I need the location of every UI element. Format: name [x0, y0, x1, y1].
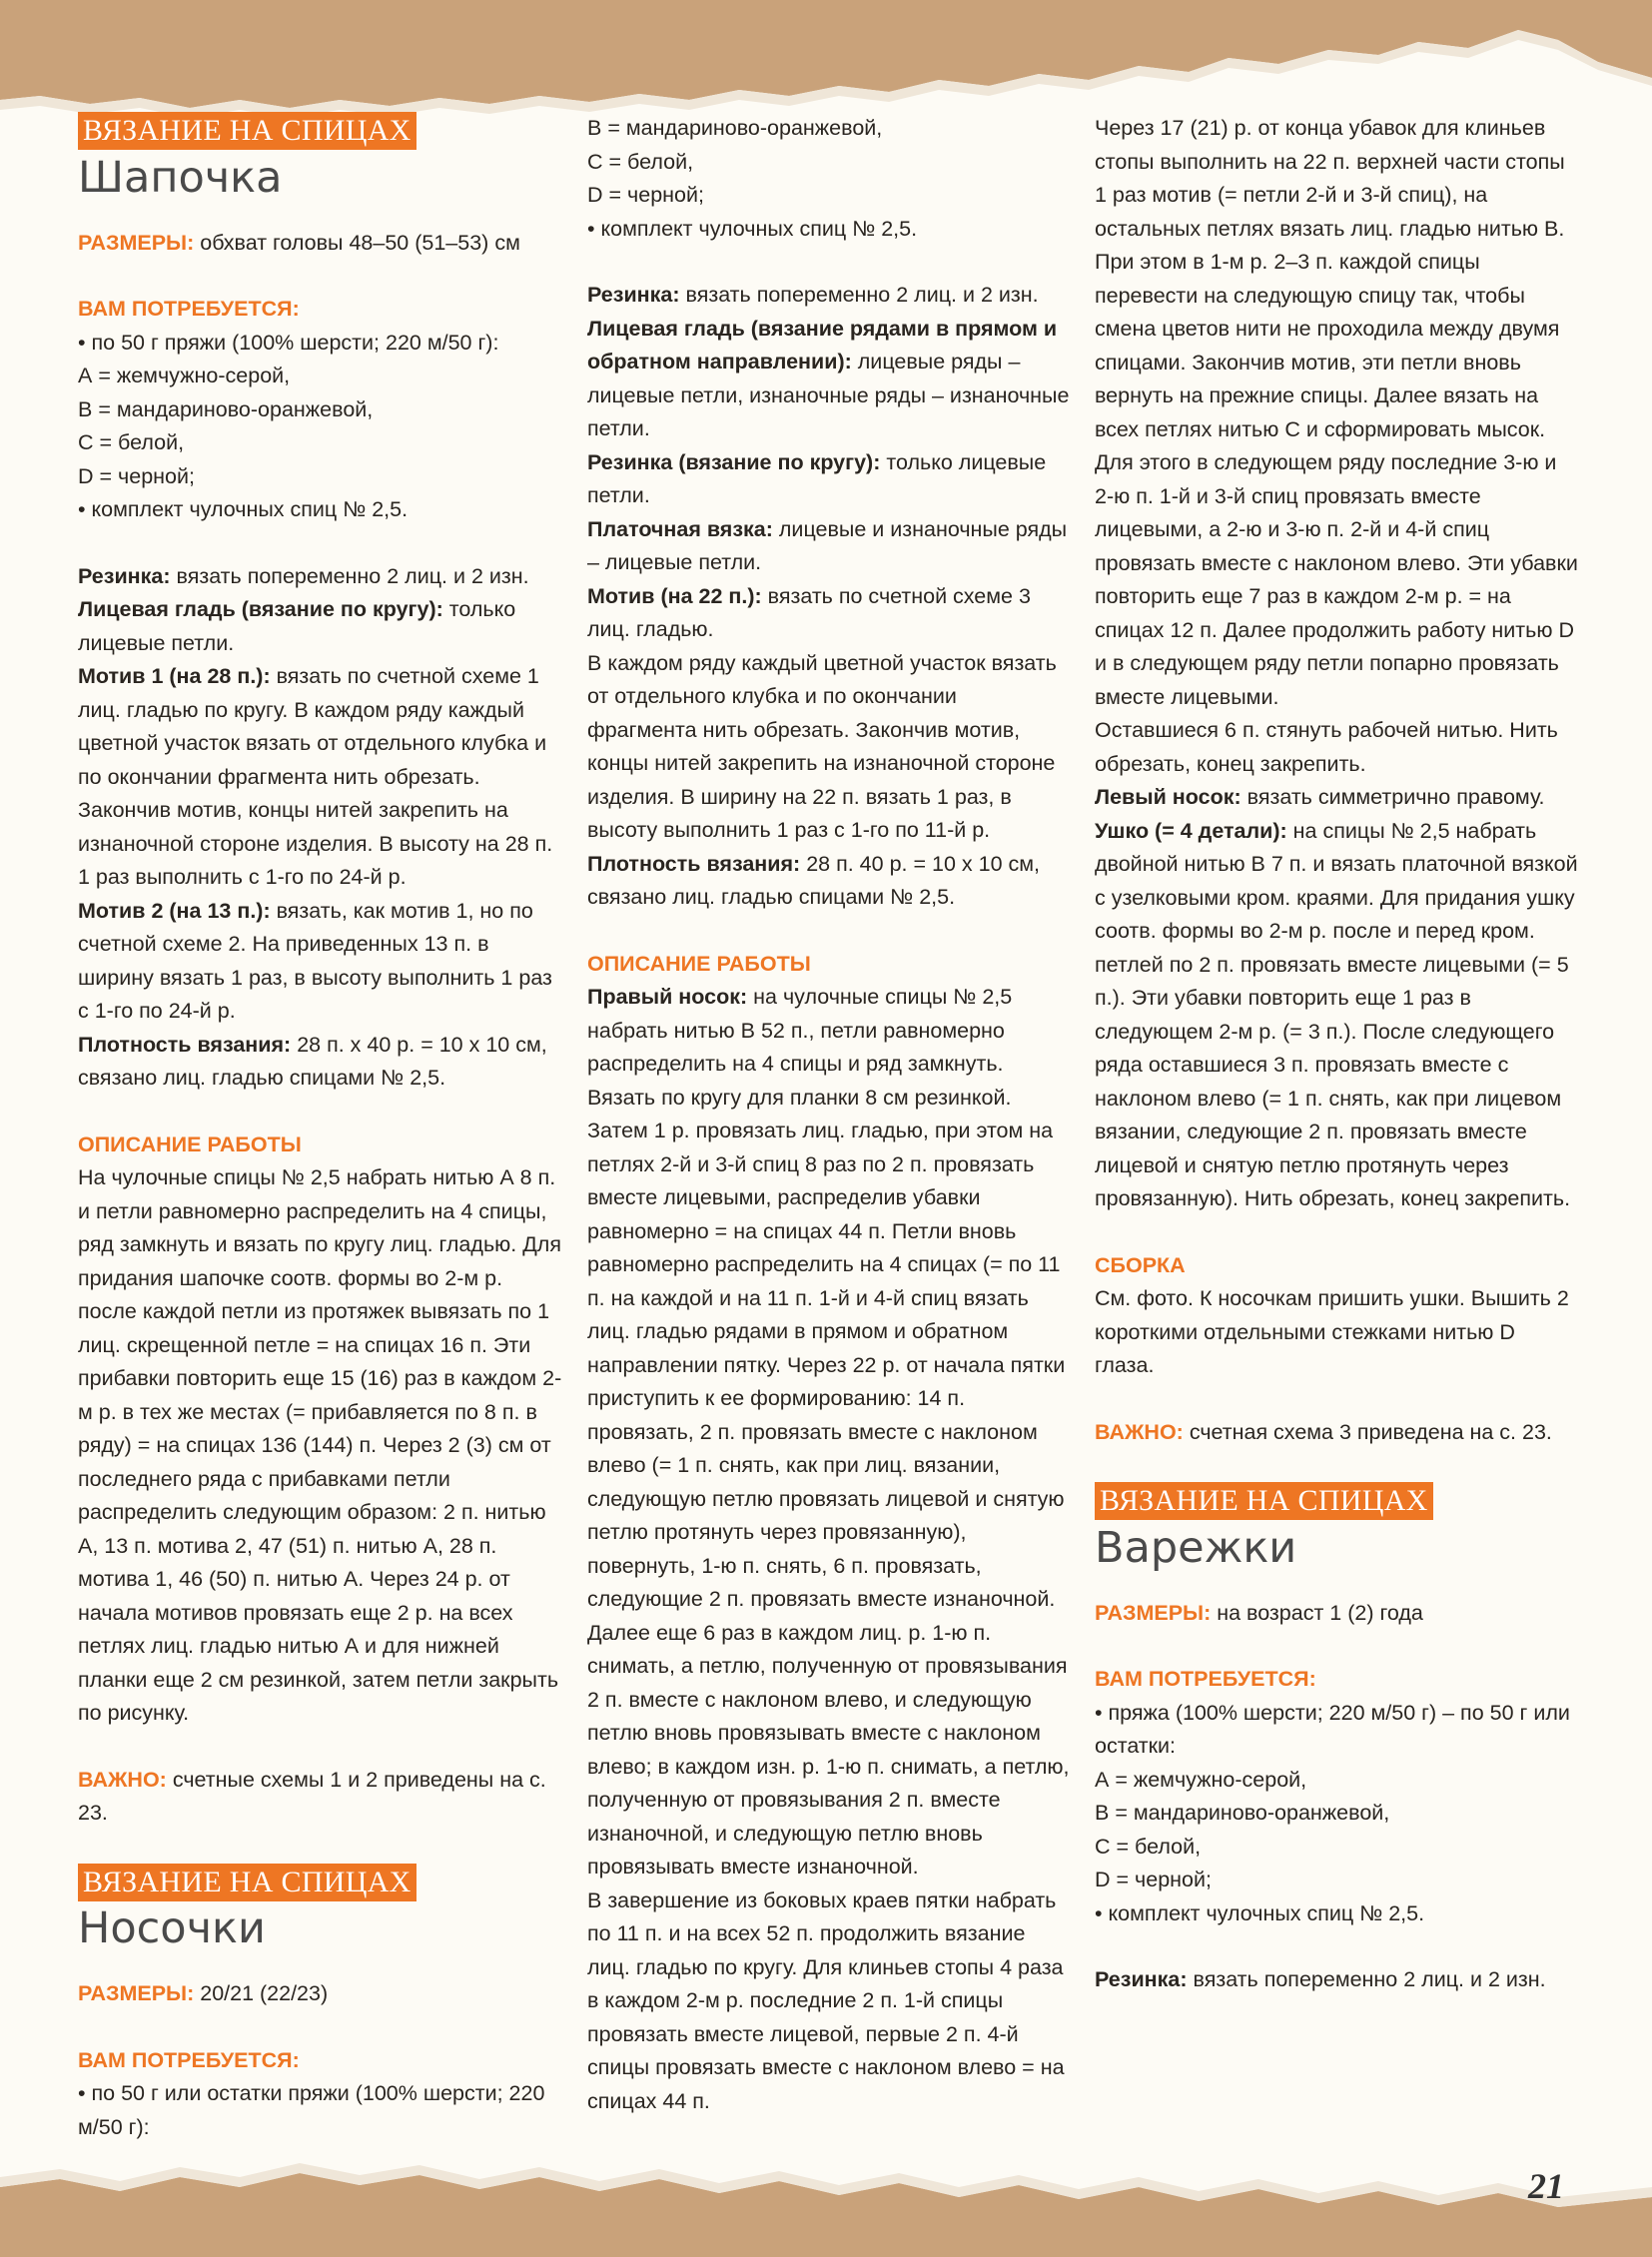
- materials-heading-hat: ВАМ ПОТРЕБУЕТСЯ:: [78, 297, 300, 321]
- materials-item: • по 50 г пряжи (100% шерсти; 220 м/50 г):: [78, 330, 499, 355]
- materials-item: С = белой,: [78, 430, 185, 454]
- right-sock-continued: В завершение из боковых краев пятки набрать по 11 п. и на всех 52 п. продолжить вязание лиц. гладью по кругу. Для клиньев стопы 4 раза в каждом 2-м р. последние 2 п. 1-й спицы провязать вместе лицевой, первые 2 п. 4-й спицы провязать вместе с наклоном влево = на спицах 44 п.: [587, 1887, 1065, 2113]
- gauge-hat: Плотность вязания: 28 п. x 40 р. = 10 x 10 см, связано лиц. гладью спицами № 2,5.: [78, 1032, 547, 1090]
- work-heading-socks: ОПИСАНИЕ РАБОТЫ: [587, 951, 811, 976]
- title-socks: Носочки: [78, 1903, 266, 1953]
- important-socks: ВАЖНО: счетная схема 3 приведена на с. 23.: [1095, 1419, 1552, 1444]
- socks-finish: Оставшиеся 6 п. стянуть рабочей нитью. Нить обрезать, конец закрепить.: [1095, 718, 1558, 776]
- work-text-hat: На чулочные спицы № 2,5 набрать нитью А 8 п. и петли равномерно распределить на 4 спицы, ряд замкнуть и вязать по кругу лиц. гладью. Для придания шапочке соотв. формы во 2-м р. после каждой петли из протяжек вывязать по 1 лиц. скрещенной петле = на спицах 16 п. Эти прибавки повторить еще 15 (16) раз в каждом 2-м р. в тех же местах (= прибавляется по 8 п. в ряду) = на спицах 136 (144) п. Через 2 (3) см от последнего ряда с прибавками петли распределить следующим образом: 2 п. нитью А, 13 п. мотива 2, 47 (51) п. нитью А, 28 п. мотива 1, 46 (50) п. нитью А. Через 24 р. от начала мотивов провязать еще 2 р. на всех петлях лиц. гладью нитью А и для нижней планки еще 2 см резинкой, затем петли закрыть по рисунку.: [78, 1165, 562, 1725]
- column-1: [78, 112, 562, 2144]
- assembly-heading: СБОРКА: [1095, 1252, 1186, 1277]
- materials-item: А = жемчужно-серой,: [78, 364, 291, 387]
- materials-item: • пряжа (100% шерсти; 220 м/50 г) – по 50 г или остатки:: [1095, 1700, 1570, 1758]
- motif-2: Мотив 2 (на 13 п.): вязать, как мотив 1, но по счетной схеме 2. На приведенных 13 п. в ширину вязать 1 раз, в высоту выполнить 1 раз с 1-го по 24-й р.: [78, 898, 552, 1023]
- motif-socks: Мотив (на 22 п.): вязать по счетной схеме 3 лиц. гладью.: [587, 583, 1031, 641]
- materials-item: D = черной;: [587, 183, 704, 207]
- assembly-text: См. фото. К носочкам пришить ушки. Вышить 2 короткими отдельными стежками нитью D глаза.: [1095, 1286, 1569, 1377]
- materials-item: D = черной;: [1095, 1868, 1212, 1891]
- materials-item: • комплект чулочных спиц № 2,5.: [78, 497, 409, 521]
- page-number: 21: [1528, 2166, 1564, 2206]
- materials-heading-socks: ВАМ ПОТРЕБУЕТСЯ:: [78, 2047, 300, 2072]
- column-3: [1095, 112, 1579, 1997]
- rib-stitch: Резинка: вязать попеременно 2 лиц. и 2 изн.: [78, 563, 529, 588]
- stockinette-stitch: Лицевая гладь (вязание по кругу): только лицевые петли.: [78, 597, 516, 655]
- materials-item: D = черной;: [78, 463, 195, 488]
- section-label-mittens: ВЯЗАНИЕ НА СПИЦАХ: [1095, 1482, 1433, 1520]
- title-hat: Шапочка: [78, 152, 283, 203]
- socks-text-continued: Через 17 (21) р. от конца убавок для клиньев стопы выполнить на 22 п. верхней части стопы 1 раз мотив (= петли 2-й и 3-й спиц), на остальных петлях вязать лиц. гладью нитью В. При этом в 1-м р. 2–3 п. каждой спицы перевести на следующую спицу так, чтобы смена цветов нити не проходила между двумя спицами. Закончив мотив, эти петли вновь вернуть на прежние спицы. Далее вязать на всех петлях нитью С и сформировать мысок. Для этого в следующем ряду последние 3-ю и 2-ю п. 1-й и 3-й спиц провязать вместе лицевыми, а 2-ю и 3-ю п. 2-й и 4-й спиц провязать вместе с наклоном влево. Эти убавки повторить еще 7 раз в каждом 2-м р. = на спицах 12 п. Далее продолжить работу нитью D и в следующем ряду петли попарно провязать вместе лицевыми.: [1095, 116, 1578, 709]
- materials-item: С = белой,: [1095, 1834, 1202, 1859]
- garter-stitch: Платочная вязка: лицевые и изнаночные ряды – лицевые петли.: [587, 516, 1068, 574]
- materials-item: В = мандариново-оранжевой,: [587, 116, 883, 140]
- motif-socks-text: В каждом ряду каждый цветной участок вязать от отдельного клубка и по окончании фрагмента нить обрезать. Закончив мотив, концы нитей закрепить на изнаночной стороне изделия. В ширину на 22 п. вязать 1 раз, в высоту выполнить 1 раз с 1-го по 11-й р.: [587, 650, 1057, 842]
- sizes-mittens: РАЗМЕРЫ: на возраст 1 (2) года: [1095, 1600, 1423, 1625]
- materials-item: А = жемчужно-серой,: [1095, 1767, 1307, 1792]
- materials-item: В = мандариново-оранжевой,: [1095, 1801, 1390, 1825]
- title-mittens: Варежки: [1095, 1522, 1297, 1573]
- section-label-socks: ВЯЗАНИЕ НА СПИЦАХ: [78, 1864, 416, 1901]
- materials-item: • по 50 г или остатки пряжи (100% шерсти; 220 м/50 г):: [78, 2081, 545, 2139]
- rib-stitch: Резинка: вязать попеременно 2 лиц. и 2 изн.: [587, 283, 1039, 307]
- materials-item: С = белой,: [587, 149, 694, 174]
- important-hat: ВАЖНО: счетные схемы 1 и 2 приведены на с. 23.: [78, 1767, 546, 1825]
- rib-round: Резинка (вязание по кругу): только лицевые петли.: [587, 449, 1047, 507]
- stockinette-rows: Лицевая гладь (вязание рядами в прямом и обратном направлении): лицевые ряды – лицевые петли, изнаночные ряды – изнаночные петли.: [587, 316, 1070, 440]
- section-label-hat: ВЯЗАНИЕ НА СПИЦАХ: [78, 112, 416, 150]
- left-sock: Левый носок: вязать симметрично правому.: [1095, 785, 1545, 809]
- rib-stitch-mittens: Резинка: вязать попеременно 2 лиц. и 2 изн.: [1095, 1967, 1546, 1991]
- right-sock: Правый носок: на чулочные спицы № 2,5 набрать нитью В 52 п., петли равномерно распределить на 4 спицы и ряд замкнуть. Вязать по кругу для планки 8 см резинкой. Затем 1 р. провязать лиц. гладью, при этом на петлях 2-й и 3-й спиц 8 раз по 2 п. провязать вместе лицевыми, распределив убавки равномерно = на спицах 44 п. Петли вновь равномерно распределить на 4 спицах (= по 11 п. на каждой и на 11 п. 1-й и 4-й спиц вязать лиц. гладью рядами в прямом и обратном направлении пятку. Через 22 р. от начала пятки приступить к ее формированию: 14 п. провязать, 2 п. провязать вместе с наклоном влево (= 1 п. снять, как при лиц. вязании, следующую петлю провязать лицевой и снятую петлю протянуть через провязанную), повернуть, 1-ю п. снять, 6 п. провязать, следующие 2 п. провязать вместе изнаночной. Далее еще 6 раз в каждом лиц. р. 1-ю п. снимать, а петлю, полученную от провязывания 2 п. вместе с наклоном влево, и следующую петлю вновь провязывать вместе с наклоном влево; в каждом изн. р. 1-ю п. снимать, а петлю, полученную от провязывания 2 п. вместе изнаночной, и следующую петлю вновь провязывать вместе изнаночной.: [587, 985, 1070, 1879]
- gauge-socks: Плотность вязания: 28 п. 40 р. = 10 x 10 см, связано лиц. гладью спицами № 2,5.: [587, 851, 1041, 909]
- materials-heading-mittens: ВАМ ПОТРЕБУЕТСЯ:: [1095, 1667, 1316, 1691]
- work-heading-hat: ОПИСАНИЕ РАБОТЫ: [78, 1131, 302, 1156]
- materials-item: В = мандариново-оранжевой,: [78, 396, 374, 421]
- sizes-hat: РАЗМЕРЫ: обхват головы 48–50 (51–53) см: [78, 230, 520, 255]
- motif-1: Мотив 1 (на 28 п.): вязать по счетной схеме 1 лиц. гладью по кругу. В каждом ряду каждый цветной участок вязать от отдельного клубка и по окончании фрагмента нить обрезать. Закончив мотив, концы нитей закрепить на изнаночной стороне изделия. В высоту на 28 п. 1 раз выполнить с 1-го по 24-й р.: [78, 664, 553, 889]
- torn-paper-bottom-edge: [0, 2127, 1652, 2257]
- materials-item: • комплект чулочных спиц № 2,5.: [587, 216, 918, 241]
- materials-item: • комплект чулочных спиц № 2,5.: [1095, 1900, 1425, 1925]
- column-2: [587, 112, 1072, 2118]
- sizes-socks: РАЗМЕРЫ: 20/21 (22/23): [78, 1981, 329, 2005]
- ear-pieces: Ушко (= 4 детали): на спицы № 2,5 набрать двойной нитью В 7 п. и вязать платочной вязкой с узелковыми кром. краями. Для придания ушку соотв. формы во 2-м р. после и перед кром. петлей по 2 п. провязать вместе лицевыми (= 5 п.). Эти убавки повторить еще 1 раз в следующем 2-м р. (= 3 п.). После следующего ряда оставшиеся 3 п. провязать вместе с наклоном влево (= 1 п. снять, как при лицевом вязании, следующие 2 п. провязать вместе лицевой и снятую петлю протянуть через провязанную). Нить обрезать, конец закрепить.: [1095, 818, 1578, 1210]
